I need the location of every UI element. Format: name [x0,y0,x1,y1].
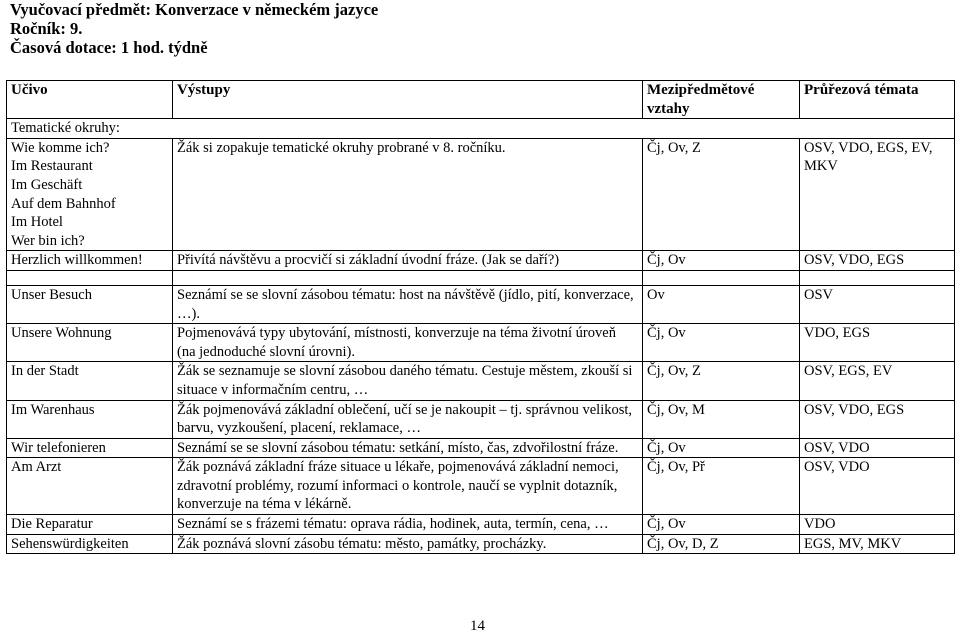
table-row [7,285,955,323]
section-title: Tematické okruhy: [7,119,955,139]
table-row [7,400,955,438]
topic-item: Im Restaurant [11,158,93,175]
cross-cutting-cell: OSV [800,285,955,323]
topic-cell: Unser Besuch [7,285,173,323]
cross-subject-cell: Čj, Ov, Z [643,362,800,400]
output-cell: Seznámí se se slovní zásobou tématu: setkání, místo, čas, zdvořilostní fráze. [173,438,643,458]
topics-list [7,138,173,251]
spacer-row [7,270,955,285]
cross-cutting-cell: OSV, VDO, EGS, EV, MKV [800,138,955,251]
output-cell: Seznámí se se slovní zásobou tématu: host na návštěvě (jídlo, pití, konverzace, …). [173,285,643,323]
output-cell: Seznámí se s frázemi tématu: oprava rádia, hodinek, auta, termín, cena, … [173,515,643,535]
output-cell: Pojmenovává typy ubytování, místnosti, konverzuje na téma životní úroveň (na jednoduché slovní úrovni). [173,324,643,362]
cross-subject-cell: Čj, Ov [643,515,800,535]
output-cell: Žák se seznamuje se slovní zásobou daného tématu. Cestuje městem, zkouší si situace v informačním centru, … [173,362,643,400]
cross-cutting-cell: OSV, VDO [800,458,955,515]
topic-cell: Am Arzt [7,458,173,515]
cross-cutting-cell: OSV, VDO [800,438,955,458]
curriculum-table [6,80,955,554]
cross-subject-cell: Čj, Ov, M [643,400,800,438]
grade-line: Ročník: 9. [10,19,83,38]
table-row [7,324,955,362]
cross-cutting-cell: OSV, VDO, EGS [800,400,955,438]
cross-subject-cell: Čj, Ov [643,438,800,458]
cross-cutting-cell: VDO [800,515,955,535]
cross-subject-cell: Čj, Ov, Z [643,138,800,251]
time-allocation-line: Časová dotace: 1 hod. týdně [10,38,208,57]
table-row [7,458,955,515]
table-header-row [7,81,955,119]
col-header-prurezova: Průřezová témata [800,81,955,119]
topic-item: Im Geschäft [11,176,83,193]
topic-item: Auf dem Bahnhof [11,195,116,212]
cross-subject-cell: Čj, Ov, D, Z [643,534,800,554]
output-cell: Žák poznává slovní zásobu tématu: město, památky, procházky. [173,534,643,554]
subject-line: Vyučovací předmět: Konverzace v německém jazyce [10,0,379,19]
output-cell: Žák poznává základní fráze situace u lékaře, pojmenovává základní nemoci, zdravotní problémy, rozumí informaci o kontrole, naučí se vyplnit dotazník, konverzuje na téma v lékárně. [173,458,643,515]
topic-cell: Wir telefonieren [7,438,173,458]
topic-cell: Unsere Wohnung [7,324,173,362]
output-cell: Přivítá návštěvu a procvičí si základní úvodní fráze. (Jak se daří?) [173,251,643,271]
cross-subject-cell: Čj, Ov [643,251,800,271]
col-header-mezipredmetove: Mezipředmětové vztahy [643,81,800,119]
cross-subject-cell: Čj, Ov, Př [643,458,800,515]
table-row [7,362,955,400]
topic-cell: Herzlich willkommen! [7,251,173,271]
table-row [7,515,955,535]
topic-item: Wie komme ich? [11,139,110,156]
section-title-row [7,119,955,139]
cross-subject-cell: Čj, Ov [643,324,800,362]
cross-cutting-cell: OSV, VDO, EGS [800,251,955,271]
table-row [7,251,955,271]
output-cell: Žák pojmenovává základní oblečení, učí se je nakoupit – tj. správnou velikost, barvu, vyzkoušení, placení, reklamace, … [173,400,643,438]
table-row [7,438,955,458]
cross-cutting-cell: OSV, EGS, EV [800,362,955,400]
topic-cell: Die Reparatur [7,515,173,535]
page-number: 14 [470,618,485,634]
topic-cell: Sehenswürdigkeiten [7,534,173,554]
cross-subject-cell: Ov [643,285,800,323]
cross-cutting-cell: EGS, MV, MKV [800,534,955,554]
topic-cell: Im Warenhaus [7,400,173,438]
topic-cell: In der Stadt [7,362,173,400]
col-header-ucivo: Učivo [7,81,173,119]
output-cell: Žák si zopakuje tematické okruhy probrané v 8. ročníku. [173,138,643,251]
col-header-vystupy: Výstupy [173,81,643,119]
table-row [7,534,955,554]
topic-item: Im Hotel [11,214,63,231]
topic-item: Wer bin ich? [11,232,85,249]
table-row [7,138,955,251]
cross-cutting-cell: VDO, EGS [800,324,955,362]
